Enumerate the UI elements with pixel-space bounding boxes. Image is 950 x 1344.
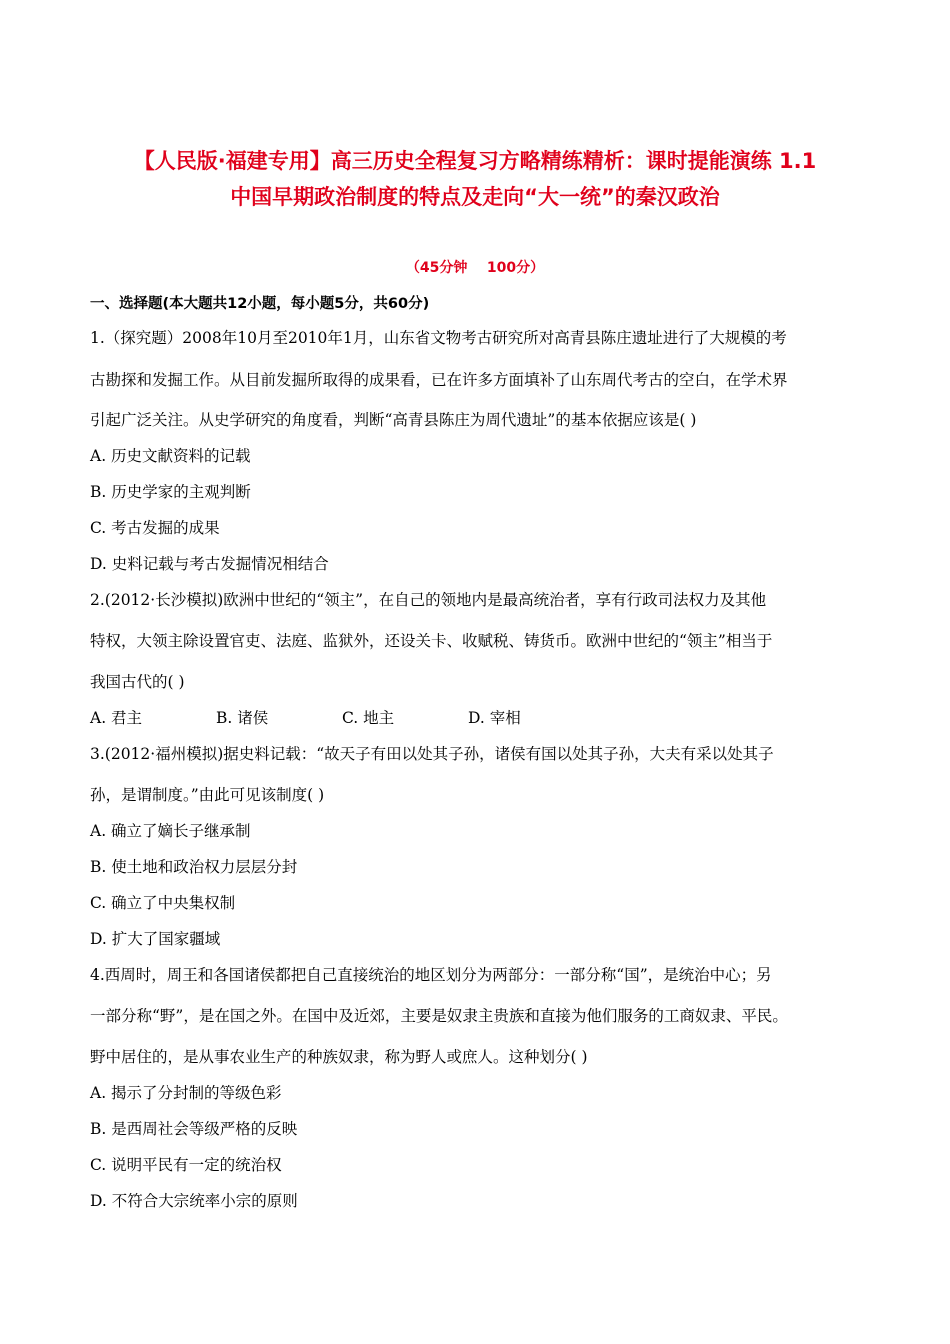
question-stem-line: 野中居住的，是从事农业生产的种族奴隶，称为野人或庶人。这种划分( ) [90,1048,588,1066]
option-d: D. 扩大了国家疆域 [90,930,221,948]
question-stem-line: 古勘探和发掘工作。从目前发掘所取得的成果看，已在许多方面填补了山东周代考古的空白，在学术界 [90,371,788,389]
option-c: C. 考古发掘的成果 [90,519,220,537]
option-b: B. 使土地和政治权力层层分封 [90,858,298,876]
option-b: B. 历史学家的主观判断 [90,483,251,501]
option-c: C. 地主 [342,709,395,727]
question-stem-line: 一部分称“野”，是在国之外。在国中及近郊，主要是奴隶主贵族和直接为他们服务的工商奴隶、平民。 [90,1007,788,1025]
option-b: B. 是西周社会等级严格的反映 [90,1120,298,1138]
option-a: A. 揭示了分封制的等级色彩 [90,1084,282,1102]
question-stem-line: 1.（探究题）2008年10月至2010年1月，山东省文物考古研究所对高青县陈庄遗址进行了大规模的考 [90,329,787,347]
option-c: C. 确立了中央集权制 [90,894,236,912]
exam-duration: （45分钟 100分） [405,260,545,276]
option-d: D. 不符合大宗统率小宗的原则 [90,1192,298,1210]
option-c: C. 说明平民有一定的统治权 [90,1156,282,1174]
document-title-line-1: 【人民版·福建专用】高三历史全程复习方略精练精析：课时提能演练 1.1 [133,149,817,173]
question-stem-line: 4.西周时，周王和各国诸侯都把自己直接统治的地区划分为两部分：一部分称“国”，是统治中心；另 [90,966,772,984]
option-d: D. 宰相 [468,709,521,727]
question-stem-line: 引起广泛关注。从史学研究的角度看，判断“高青县陈庄为周代遗址”的基本依据应该是( ) [90,411,697,429]
question-stem-line: 2.(2012·长沙模拟)欧洲中世纪的“领主”，在自己的领地内是最高统治者，享有行政司法权力及其他 [90,591,767,609]
question-stem-line: 3.(2012·福州模拟)据史料记载：“故天子有田以处其子孙，诸侯有国以处其子孙，大夫有采以处其子 [90,745,774,763]
option-a: A. 确立了嫡长子继承制 [90,822,251,840]
option-d: D. 史料记载与考古发掘情况相结合 [90,555,329,573]
question-stem-line: 孙，是谓制度。”由此可见该制度( ) [90,786,325,804]
question-stem-line: 我国古代的( ) [90,673,185,691]
option-a: A. 君主 [90,709,143,727]
option-b: B. 诸侯 [216,709,269,727]
question-stem-line: 特权，大领主除设置官吏、法庭、监狱外，还设关卡、收赋税、铸货币。欧洲中世纪的“领主”相当于 [90,632,773,650]
option-a: A. 历史文献资料的记载 [90,447,251,465]
document-title-line-2: 中国早期政治制度的特点及走向“大一统”的秦汉政治 [230,185,720,209]
section-heading: 一、选择题(本大题共12小题，每小题5分，共60分) [90,296,430,312]
